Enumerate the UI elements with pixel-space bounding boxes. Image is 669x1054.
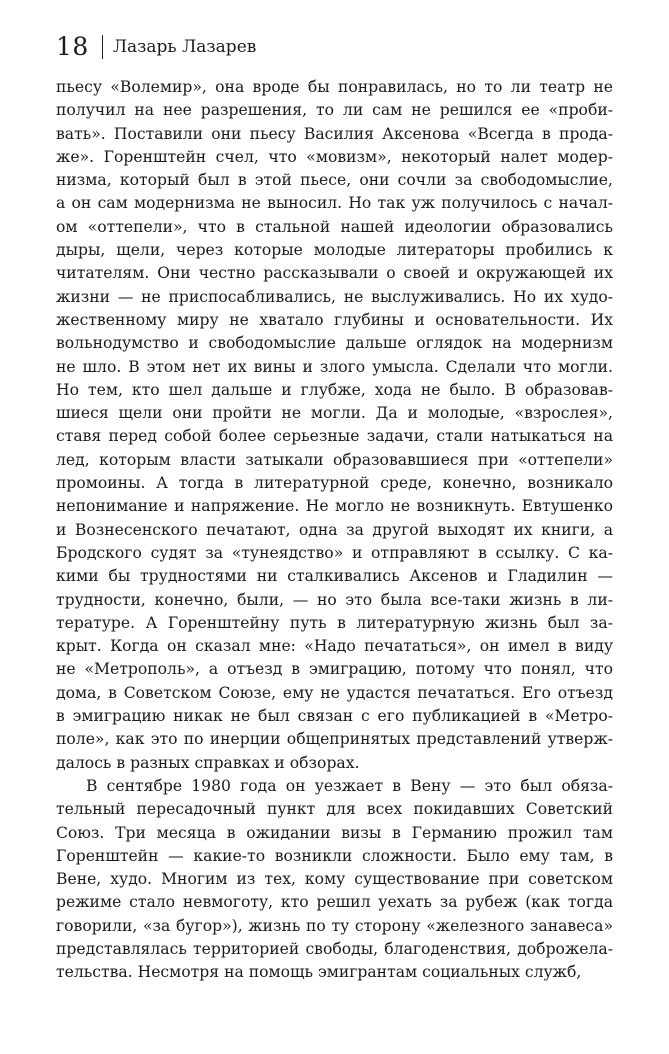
- text-line: жизни — не приспосабливались, не выслуживались. Но их худо-: [56, 287, 613, 306]
- text-line: лед, которым власти затыкали образовавшиеся при «оттепели»: [56, 450, 613, 469]
- text-line: крыт. Когда он сказал мне: «Надо печататься», он имел в виду: [56, 637, 613, 656]
- text-line: далось в разных справках и обзорах.: [56, 753, 360, 772]
- text-line: а он сам модернизма не выносил. Но так уж получилось с начал-: [56, 194, 613, 213]
- text-line: поле», как это по инерции общепринятых представлений утверж-: [56, 730, 613, 749]
- text-line: жественному миру не хватало глубины и основательности. Их: [56, 310, 613, 329]
- text-line: и Вознесенского печатают, одна за другой выходят их книги, а: [56, 520, 613, 539]
- header-divider: [102, 35, 103, 59]
- text-line: Бродского судят за «тунеядство» и отправляют в ссылку. С ка-: [56, 543, 613, 562]
- text-line: ом «оттепели», что в стальной нашей идеологии образовались: [56, 217, 613, 236]
- text-line: трудности, конечно, были, — но это была все-таки жизнь в ли-: [56, 590, 613, 609]
- text-line: Но тем, кто шел дальше и глубже, хода не было. В образовав-: [56, 380, 613, 399]
- text-line: в эмиграцию никак не был связан с его публикацией в «Метро-: [56, 707, 613, 726]
- text-line: представлялась территорией свободы, благоденствия, доброжела-: [56, 939, 613, 958]
- text-line: Горенштейн — какие-то возникли сложности. Было ему там, в: [56, 846, 613, 865]
- text-line: В сентябре 1980 года он уезжает в Вену — это был обяза-: [86, 776, 613, 795]
- text-line: дыры, щели, через которые молодые литераторы пробились к: [56, 241, 613, 260]
- text-line: непонимание и напряжение. Не могло не возникнуть. Евтушенко: [56, 497, 613, 516]
- text-line: ставя перед собой более серьезные задачи, стали натыкаться на: [56, 427, 613, 446]
- text-line: кими бы трудностями ни сталкивались Аксенов и Гладилин —: [56, 567, 613, 586]
- text-line: читателям. Они честно рассказывали о своей и окружающей их: [56, 264, 613, 283]
- text-line: шиеся щели они пройти не могли. Да и молодые, «взрослея»,: [56, 404, 613, 423]
- paragraph: [56, 775, 613, 985]
- text-line: тельства. Несмотря на помощь эмигрантам социальных служб,: [56, 963, 582, 982]
- text-line: тературе. А Горенштейну путь в литературную жизнь был за-: [56, 613, 613, 632]
- text-line: дома, в Советском Союзе, ему не удастся печататься. Его отъезд: [56, 683, 613, 702]
- body-text: [56, 76, 613, 985]
- text-line: не шло. В этом нет их вины и злого умысла. Сделали что могли.: [56, 357, 613, 376]
- text-line: получил на нее разрешения, то ли сам не решился ее «проби-: [56, 101, 613, 120]
- text-line: говорили, «за бугор»), жизнь по ту сторону «железного занавеса»: [56, 916, 613, 935]
- text-line: вольнодумство и свободомыслие дальше оглядок на модернизм: [56, 334, 613, 353]
- running-head: [56, 30, 256, 64]
- text-line: промоины. А тогда в литературной среде, конечно, возникало: [56, 474, 613, 493]
- text-line: вать». Поставили они пьесу Василия Аксенова «Всегда в прода-: [56, 124, 613, 143]
- text-line: низма, который был в этой пьесе, они сочли за свободомыслие,: [56, 171, 613, 190]
- text-line: не «Метрополь», а отъезд в эмиграцию, потому что понял, что: [56, 660, 613, 679]
- text-line: тельный пересадочный пункт для всех покидавших Советский: [56, 800, 613, 819]
- text-line: пьесу «Волемир», она вроде бы понравилась, но то ли театр не: [56, 78, 613, 96]
- text-line: Союз. Три месяца в ожидании визы в Германию прожил там: [56, 823, 613, 842]
- page-number: 18: [56, 32, 89, 61]
- running-head-author: Лазарь Лазарев: [112, 37, 257, 57]
- text-line: же». Горенштейн счел, что «мовизм», некоторый налет модер-: [56, 147, 613, 166]
- paragraph: [56, 76, 613, 775]
- text-line: режиме стало невмоготу, кто решил уехать за рубеж (как тогда: [56, 893, 613, 912]
- text-line: Вене, худо. Многим из тех, кому существование при советском: [56, 870, 613, 889]
